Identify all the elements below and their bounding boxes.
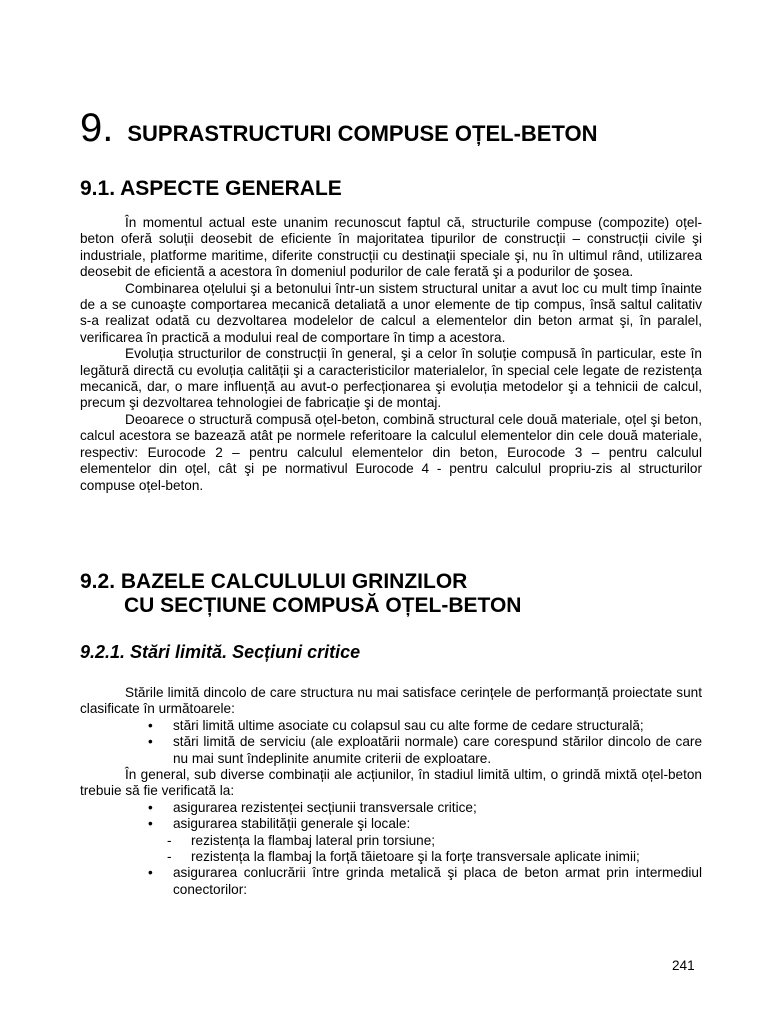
chapter-title: SUPRASTRUCTURI COMPUSE OȚEL-BETON (127, 121, 598, 146)
list-item (80, 816, 702, 832)
list-item (80, 734, 702, 767)
list-item-text: asigurarea stabilității generale şi locale: (173, 816, 411, 832)
sublist-item-text: rezistența la flambaj lateral prin torsiune; (191, 832, 436, 848)
sublist-item (80, 833, 702, 849)
list-item (80, 800, 702, 816)
section-heading-9-1: 9.1. ASPECTE GENERALE (80, 177, 342, 200)
bullet-icon: • (148, 717, 153, 733)
dash-icon: - (167, 832, 172, 848)
bullet-icon: • (148, 816, 153, 832)
sublist-item (80, 849, 702, 865)
paragraph: În general, sub diverse combinații ale acțiunilor, în stadiul limită ultim, o grindă mixtă oțel-beton trebuie să fie verificată la: (80, 767, 702, 799)
chapter-number: 9. (80, 106, 114, 150)
section-heading-line: CU SECȚIUNE COMPUSĂ OȚEL-BETON (124, 594, 522, 617)
chapter-heading (80, 106, 720, 151)
stability-sublist (80, 833, 702, 866)
section-heading-line: 9.2. BAZELE CALCULULUI GRINZILOR (80, 570, 468, 593)
section-9-1-body (80, 215, 702, 494)
subsection-heading-9-2-1: 9.2.1. Stări limită. Secțiuni critice (80, 642, 361, 662)
page-number: 241 (672, 958, 695, 973)
paragraph: În momentul actual este unanim recunoscut faptul că, structurile compuse (compozite) oțel-beton oferă soluții deosebit de eficiente în majoritatea tipurilor de construcții – construcții civile şi industriale, platforme maritime, diferite construcții cu destinații speciale şi, nu în ultimul rând, utilizarea deosebit de eficientă a acestora în domeniul podurilor de cale ferată şi a podurilor de şosea. (80, 215, 702, 280)
subsection-body (80, 685, 702, 898)
paragraph: Combinarea oțelului şi a betonului într-un sistem structural unitar a avut loc cu mult timp înainte de a se cunoaşte comportarea mecanică detaliată a unor elemente de tip compus, însă saltul calitativ s-a realizat odată cu dezvoltarea modelelor de calcul a elementelor din beton armat şi, în paralel, verificarea în practică a modului real de comportare în timp a acestora. (80, 280, 702, 345)
paragraph: Evoluția structurilor de construcții în general, şi a celor în soluție compusă în particular, este în legătură directă cu evoluția calității şi a caracteristicilor materialelor, în special cele legate de rezistența mecanică, dar, o mare influență au avut-o perfecționarea şi evoluția metodelor şi a tehnicii de calcul, precum şi dezvoltarea tehnologiei de fabricație şi de montaj. (80, 346, 702, 411)
bullet-icon: • (148, 734, 153, 750)
list-item (80, 865, 702, 898)
list-item-text: stări limită ultime asociate cu colapsul sau cu alte forme de cedare structurală; (173, 717, 644, 733)
dash-icon: - (167, 849, 172, 865)
list-item-text: stări limită de serviciu (ale exploatării normale) care corespund stărilor dincolo de care nu mai sunt îndeplinite anumite criterii de exploatare. (173, 734, 702, 766)
paragraph: Stările limită dincolo de care structura nu mai satisface cerințele de performanță proiectate sunt clasificate în următoarele: (80, 685, 702, 717)
list-item-text: asigurarea rezistenței secțiunii transversale critice; (173, 799, 477, 815)
paragraph: Deoarece o structură compusă oțel-beton, combină structural cele două materiale, oțel şi beton, calcul acestora se bazează atât pe normele referitoare la calculul elementelor din cele două materiale, respectiv: Eurocode 2 – pentru calculul elementelor din beton, Eurocode 3 – pentru calculul elementelor din oțel, cât şi pe normativul Eurocode 4 - pentru calculul propriu-zis al structurilor compuse oțel-beton. (80, 411, 702, 493)
sublist-item-text: rezistența la flambaj la forță tăietoare şi la forțe transversale aplicate inimii; (191, 849, 640, 865)
section-heading-9-2 (80, 570, 521, 618)
limit-states-list (80, 718, 702, 767)
list-item-text: asigurarea conlucrării între grinda metalică şi placa de beton armat prin intermediul conectorilor: (173, 865, 702, 897)
bullet-icon: • (148, 799, 153, 815)
bullet-icon: • (148, 865, 153, 881)
checks-list-continued (80, 865, 702, 898)
list-item (80, 718, 702, 734)
checks-list (80, 800, 702, 833)
